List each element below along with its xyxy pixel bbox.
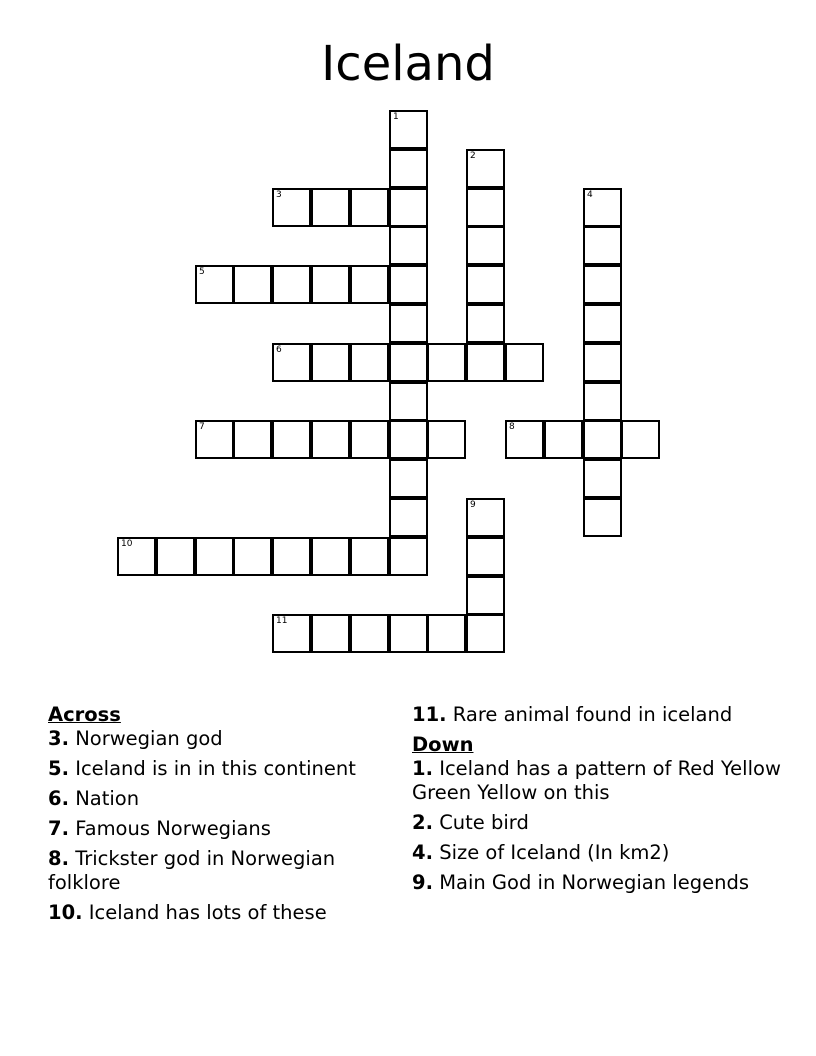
crossword-cell[interactable] xyxy=(389,149,428,188)
crossword-cell[interactable] xyxy=(466,149,505,188)
crossword-cell[interactable] xyxy=(583,265,622,304)
crossword-cell[interactable] xyxy=(272,265,311,304)
crossword-cell[interactable] xyxy=(583,459,622,498)
crossword-cell[interactable] xyxy=(466,188,505,227)
clue-number: 7. xyxy=(48,817,69,840)
crossword-cell[interactable] xyxy=(272,343,311,382)
crossword-cell[interactable] xyxy=(427,420,466,459)
clue-text: Iceland has a pattern of Red Yellow Green Yellow on this xyxy=(412,757,781,804)
crossword-cell[interactable] xyxy=(583,382,622,421)
cell-number: 5 xyxy=(199,267,205,277)
crossword-cell[interactable] xyxy=(583,343,622,382)
crossword-cell[interactable] xyxy=(195,420,234,459)
crossword-cell[interactable] xyxy=(272,614,311,653)
cell-number: 7 xyxy=(199,422,205,432)
crossword-cell[interactable] xyxy=(466,576,505,615)
crossword-cell[interactable] xyxy=(272,188,311,227)
clue-number: 9. xyxy=(412,871,433,894)
clue-down-9 xyxy=(412,871,792,895)
clue-text: Famous Norwegians xyxy=(75,817,271,840)
crossword-cell[interactable] xyxy=(311,188,350,227)
clue-number: 4. xyxy=(412,841,433,864)
crossword-cell[interactable] xyxy=(117,537,156,576)
crossword-cell[interactable] xyxy=(466,265,505,304)
clue-across-3 xyxy=(48,727,388,751)
crossword-cell[interactable] xyxy=(272,537,311,576)
crossword-cell[interactable] xyxy=(583,226,622,265)
crossword-cell[interactable] xyxy=(311,265,350,304)
crossword-cell[interactable] xyxy=(466,343,505,382)
crossword-cell[interactable] xyxy=(233,537,272,576)
clue-across-7 xyxy=(48,817,388,841)
clue-text: Norwegian god xyxy=(75,727,223,750)
crossword-cell[interactable] xyxy=(311,537,350,576)
crossword-cell[interactable] xyxy=(389,420,428,459)
across-heading: Across xyxy=(48,703,121,726)
clue-across-8 xyxy=(48,847,388,895)
crossword-cell[interactable] xyxy=(466,304,505,343)
cell-number: 9 xyxy=(470,500,476,510)
cell-number: 10 xyxy=(121,539,133,549)
crossword-cell[interactable] xyxy=(389,110,428,149)
crossword-cell[interactable] xyxy=(350,188,389,227)
clue-down-1 xyxy=(412,757,792,805)
clue-across-6 xyxy=(48,787,388,811)
crossword-cell[interactable] xyxy=(621,420,660,459)
clue-text: Main God in Norwegian legends xyxy=(439,871,749,894)
crossword-cell[interactable] xyxy=(350,265,389,304)
cell-number: 11 xyxy=(276,616,288,626)
crossword-cell[interactable] xyxy=(233,265,272,304)
crossword-cell[interactable] xyxy=(427,614,466,653)
clue-number: 1. xyxy=(412,757,433,780)
clue-number: 8. xyxy=(48,847,69,870)
crossword-cell[interactable] xyxy=(233,420,272,459)
crossword-cell[interactable] xyxy=(389,343,428,382)
crossword-cell[interactable] xyxy=(389,188,428,227)
crossword-cell[interactable] xyxy=(466,226,505,265)
puzzle-title: Iceland xyxy=(321,36,495,92)
clue-text: Cute bird xyxy=(439,811,529,834)
crossword-cell[interactable] xyxy=(544,420,583,459)
crossword-cell[interactable] xyxy=(311,614,350,653)
clues-right-column xyxy=(412,703,792,901)
clue-number: 3. xyxy=(48,727,69,750)
crossword-cell[interactable] xyxy=(583,420,622,459)
crossword-cell[interactable] xyxy=(311,343,350,382)
clue-text: Size of Iceland (In km2) xyxy=(439,841,670,864)
clue-text: Nation xyxy=(75,787,140,810)
down-heading: Down xyxy=(412,733,474,756)
crossword-cell[interactable] xyxy=(389,459,428,498)
crossword-cell[interactable] xyxy=(389,537,428,576)
crossword-cell[interactable] xyxy=(389,498,428,537)
cell-number: 1 xyxy=(393,112,399,122)
crossword-cell[interactable] xyxy=(583,188,622,227)
crossword-cell[interactable] xyxy=(156,537,195,576)
crossword-cell[interactable] xyxy=(583,498,622,537)
clue-text: Iceland has lots of these xyxy=(88,901,327,924)
crossword-cell[interactable] xyxy=(272,420,311,459)
crossword-cell[interactable] xyxy=(350,537,389,576)
crossword-cell[interactable] xyxy=(427,343,466,382)
clue-number: 5. xyxy=(48,757,69,780)
cell-number: 6 xyxy=(276,345,282,355)
clue-text: Iceland is in in this continent xyxy=(75,757,356,780)
clue-text: Rare animal found in iceland xyxy=(452,703,733,726)
crossword-cell[interactable] xyxy=(389,382,428,421)
clue-number: 11. xyxy=(412,703,447,726)
crossword-cell[interactable] xyxy=(350,343,389,382)
crossword-cell[interactable] xyxy=(389,614,428,653)
crossword-cell[interactable] xyxy=(466,614,505,653)
crossword-cell[interactable] xyxy=(195,265,234,304)
crossword-cell[interactable] xyxy=(466,537,505,576)
clue-text: Trickster god in Norwegian folklore xyxy=(48,847,336,894)
crossword-cell[interactable] xyxy=(389,304,428,343)
crossword-cell[interactable] xyxy=(505,420,544,459)
clue-number: 10. xyxy=(48,901,83,924)
crossword-cell[interactable] xyxy=(350,420,389,459)
crossword-cell[interactable] xyxy=(389,226,428,265)
cell-number: 3 xyxy=(276,190,282,200)
clue-across-10 xyxy=(48,901,388,925)
crossword-cell[interactable] xyxy=(505,343,544,382)
crossword-cell[interactable] xyxy=(350,614,389,653)
cell-number: 8 xyxy=(509,422,515,432)
clues-left-column xyxy=(48,703,388,931)
crossword-cell[interactable] xyxy=(583,304,622,343)
crossword-cell[interactable] xyxy=(195,537,234,576)
crossword-cell[interactable] xyxy=(311,420,350,459)
clue-across-11 xyxy=(412,703,792,727)
clue-down-2 xyxy=(412,811,792,835)
crossword-cell[interactable] xyxy=(466,498,505,537)
cell-number: 2 xyxy=(470,151,476,161)
crossword-cell[interactable] xyxy=(389,265,428,304)
clue-across-5 xyxy=(48,757,388,781)
clue-number: 2. xyxy=(412,811,433,834)
cell-number: 4 xyxy=(587,190,593,200)
clue-number: 6. xyxy=(48,787,69,810)
clue-down-4 xyxy=(412,841,792,865)
